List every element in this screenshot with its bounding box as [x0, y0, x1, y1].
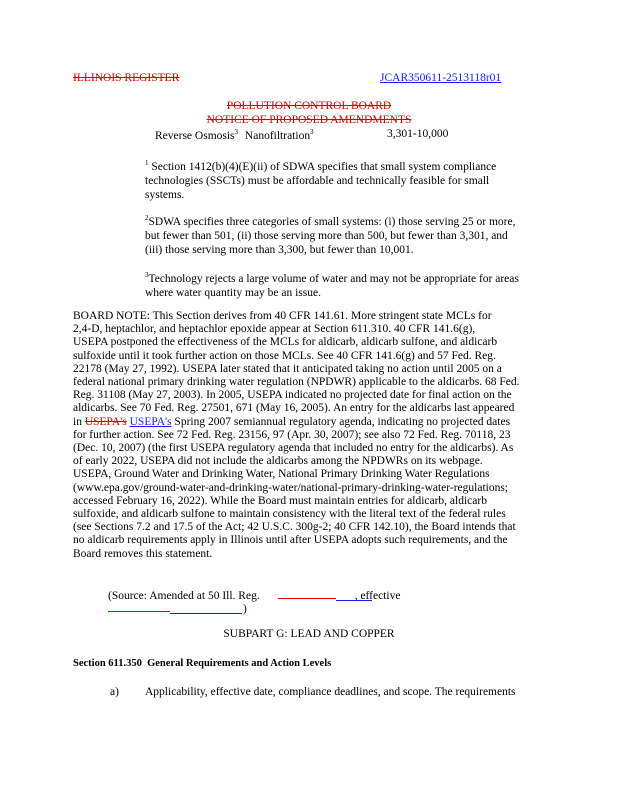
- board-note-line: BOARD NOTE: This Section derives from 40 CFR 141.61. More stringent state MCLs for: [73, 310, 492, 322]
- board-note-line: accessed February 16, 2022). While the Board must maintain entries for aldicarb, aldicarb: [73, 494, 487, 507]
- footnote-2: [145, 211, 585, 257]
- jcar-code: JCAR350611-2513118r01: [380, 72, 502, 84]
- section-number: Section 611.350: [73, 658, 142, 669]
- board-note-line: sulfoxide, and aldicarb sulfone to maintain consistency with the literal text of the federal rules: [73, 508, 506, 521]
- footnote-line: Section 1412(b)(4)(E)(ii) of SDWA specifies that small system compliance: [151, 160, 497, 173]
- deleted-text: USEPA's: [84, 415, 127, 428]
- footnote-line: systems.: [145, 188, 185, 201]
- board-note-line: of early 2022, USEPA did not include the aldicarbs among the NPDWRs on its webpage.: [73, 455, 483, 468]
- footnote-line: where water quantity may be an issue.: [145, 286, 321, 299]
- population-range-cell: 3,301-10,000: [387, 128, 449, 140]
- board-note-line: aldicarbs. See 70 Fed. Reg. 27501, 671 (May 16, 2005). An entry for the aldicarbs last appeared: [73, 402, 515, 415]
- board-note-line: 22178 (May 27, 1992). USEPA later stated that it anticipated taking no action until 2005 on a: [73, 362, 502, 375]
- board-note-line: Reg. 31108 (May 27, 2003). In 2005, USEPA indicated no projected date for final action on the: [73, 389, 512, 402]
- item-a-text: Applicability, effective date, compliance deadlines, and scope. The requirements: [145, 686, 516, 698]
- footnote-1: [145, 156, 585, 202]
- technology-cell: Reverse Osmosis: [155, 129, 235, 142]
- inserted-text: USEPA's: [129, 415, 172, 428]
- section-heading: [73, 658, 331, 669]
- source-close: ): [243, 603, 247, 615]
- footnote-marker: 3: [145, 271, 149, 279]
- footnote-line: (iii) those serving more than 3,300, but fewer than 10,001.: [145, 243, 414, 256]
- board-note-line: in USEPA's USEPA's Spring 2007 semiannual regulatory agenda, indicating no projected dates: [73, 415, 511, 428]
- subpart-heading: SUBPART G: LEAD AND COPPER: [223, 628, 395, 640]
- inserted-blank: [170, 613, 242, 614]
- notice-title: NOTICE OF PROPOSED AMENDMENTS: [206, 114, 412, 126]
- board-note-line: for further action. See 72 Fed. Reg. 23156, 97 (Apr. 30, 2007); see also 72 Fed. Reg. 70118, 23: [73, 428, 511, 441]
- inserted-blank: [336, 600, 372, 601]
- filtration-cell: Nanofiltration: [244, 129, 311, 142]
- deleted-blank: [108, 611, 170, 612]
- table-row: [155, 128, 314, 142]
- board-note-line: federal national primary drinking water regulation (NPDWR) applicable to the aldicarbs. 68 Fed.: [73, 376, 520, 389]
- board-note-line: (see Sections 7.2 and 17.5 of the Act; 42 U.S.C. 300g-2; 40 CFR 142.10), the Board intends that: [73, 521, 516, 534]
- section-title: General Requirements and Action Levels: [147, 658, 332, 669]
- board-note-line: (Dec. 10, 2007) (the first USEPA regulatory agenda that included no entry for the aldicarbs). As: [73, 442, 514, 455]
- board-note-line: USEPA postponed the effectiveness of the MCLs for aldicarb, aldicarb sulfone, and aldicarb: [73, 336, 498, 349]
- filtration-footnote-ref: 3: [310, 128, 314, 136]
- board-note-line: USEPA, Ground Water and Drinking Water, National Primary Drinking Water Regulations: [73, 468, 490, 481]
- board-note-line: (www.epa.gov/ground-water-and-drinking-water/national-primary-drinking-water-regulations;: [73, 481, 509, 494]
- source-effective: , effective: [354, 590, 401, 602]
- footnote-line: but fewer than 501, (ii) those serving more than 500, but fewer than 3,301, and: [145, 229, 508, 242]
- board-note-line: no aldicarb requirements apply in Illinois until after USEPA adopts such requirements, and the: [73, 534, 508, 547]
- board-note: [73, 310, 593, 561]
- source-prefix: (Source: Amended at 50 Ill. Reg.: [108, 590, 260, 602]
- footnote-marker: 2: [145, 214, 149, 222]
- board-title: POLLUTION CONTROL BOARD: [226, 100, 392, 112]
- item-a-label: a): [110, 686, 119, 698]
- board-note-line: sulfoxide until it took further action on those MCLs. See 40 CFR 141.6(g) and 57 Fed. Reg.: [73, 349, 496, 362]
- register-header: ILLINOIS REGISTER: [73, 72, 180, 84]
- board-note-line: 2,4-D, heptachlor, and heptachlor epoxide appear at Section 611.310. 40 CFR 141.6(g),: [73, 323, 476, 336]
- footnote-line: Technology rejects a large volume of water and may not be appropriate for areas: [148, 272, 519, 285]
- footnote-line: technologies (SSCTs) must be affordable and technically feasible for small: [145, 174, 490, 187]
- board-note-line: Board removes this statement.: [73, 547, 213, 560]
- footnote-3: [145, 268, 585, 300]
- technology-footnote-ref: 3: [234, 128, 239, 136]
- footnote-line: SDWA specifies three categories of small systems: (i) those serving 25 or more,: [148, 215, 516, 228]
- footnote-marker: 1: [145, 159, 149, 167]
- deleted-blank: [278, 598, 336, 599]
